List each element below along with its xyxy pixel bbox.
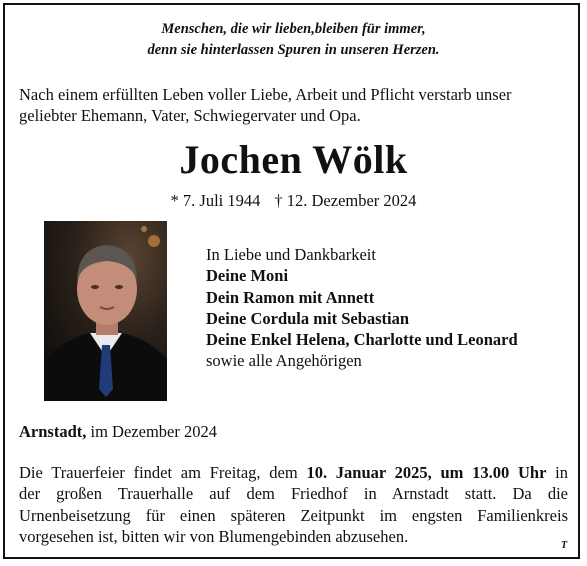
mourners-list xyxy=(206,244,576,372)
mourner-entry: Deine Enkel Helena, Charlotte und Leonard xyxy=(206,330,518,350)
funeral-datetime: 10. Januar 2025, um 13.00 Uhr xyxy=(306,463,547,482)
notice-line-1 xyxy=(19,462,568,483)
birth-date: * 7. Juli 1944 xyxy=(170,191,261,210)
portrait-photo xyxy=(44,221,167,401)
intro-line-1: Nach einem erfüllten Leben voller Liebe, Arbeit und Pflicht verstarb unser xyxy=(19,85,512,104)
motto-line-2: denn sie hinterlassen Spuren in unseren Herzen. xyxy=(147,42,440,58)
mourner-entry: Deine Cordula mit Sebastian xyxy=(206,308,410,328)
notice-line-3: Urnenbeisetzung für einen späteren Zeitpunkt im engsten Familienkreis xyxy=(19,505,568,525)
notice-line-2: der großen Trauerhalle auf dem Friedhof in Arnstadt statt. Da die xyxy=(19,484,568,504)
place-date: im Dezember 2024 xyxy=(90,422,217,441)
intro-text xyxy=(19,84,568,126)
life-dates xyxy=(0,190,587,212)
notice-line-4: vorgesehen ist, bitten wir von Blumengebinden abzusehen. xyxy=(19,526,409,546)
death-date: † 12. Dezember 2024 xyxy=(274,191,417,210)
mourner-entry: Deine Moni xyxy=(206,266,289,286)
motto-line-1: Menschen, die wir lieben,bleiben für immer, xyxy=(161,21,426,37)
publisher-mark: T xyxy=(561,540,568,551)
place-city: Arnstadt, xyxy=(19,422,87,441)
mourners-closing: sowie alle Angehörigen xyxy=(206,351,362,371)
place-and-date xyxy=(19,421,217,443)
deceased-name: Jochen Wölk xyxy=(179,137,408,182)
notice-text: Die Trauerfeier findet am Freitag, dem xyxy=(19,463,298,482)
notice-text: in xyxy=(555,463,569,482)
mourner-entry: Dein Ramon mit Annett xyxy=(206,287,375,307)
intro-line-2: geliebter Ehemann, Vater, Schwiegervater und Opa. xyxy=(19,106,361,125)
funeral-notice xyxy=(19,462,568,547)
mourners-intro: In Liebe und Dankbarkeit xyxy=(206,245,376,264)
